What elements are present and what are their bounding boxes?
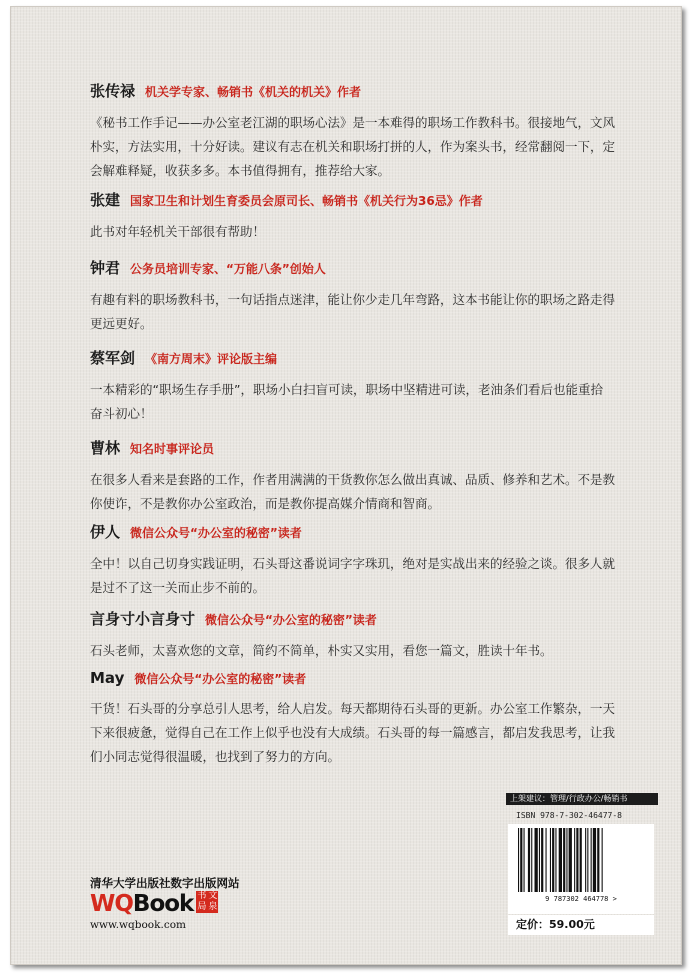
publisher-url: www.wqbook.com — [90, 919, 186, 931]
review-cai-junjian — [90, 347, 650, 426]
seal-char: 泉 — [208, 902, 218, 912]
review-line: 此书对年轻机关干部很有帮助！ — [90, 224, 266, 239]
review-text — [90, 552, 650, 600]
review-text — [90, 378, 650, 426]
reviewer-role: 微信公众号“办公室的秘密”读者 — [205, 613, 377, 627]
reviewer-role: 微信公众号“办公室的秘密”读者 — [134, 672, 307, 686]
seal-char: 书 — [197, 891, 207, 901]
review-cao-lin — [90, 437, 650, 516]
review-text — [90, 697, 650, 769]
review-text — [90, 639, 650, 663]
reviewer-name: 张传禄 — [90, 82, 136, 100]
review-text — [90, 111, 650, 183]
reviewer-role: 微信公众号“办公室的秘密”读者 — [130, 526, 302, 540]
review-line: 干货！石头哥的分享总引人思考，给人启发。每天都期待石头哥的更新。办公室工作繁杂，一天 — [90, 701, 616, 716]
reviewer-name: 言身寸小言身寸 — [90, 610, 196, 628]
review-header — [90, 347, 650, 368]
review-line: 会解难释疑，收获多多。本书值得拥有，推荐给大家。 — [90, 163, 391, 178]
logo-wq-text: WQ — [90, 891, 133, 917]
wqbook-logo — [90, 891, 218, 917]
review-header — [90, 189, 650, 210]
review-header — [90, 669, 650, 687]
reviewer-role: 机关学专家、畅销书《机关的机关》作者 — [145, 85, 362, 99]
reviewer-role: 国家卫生和计划生育委员会原司长、畅销书《机关行为36忌》作者 — [130, 194, 483, 208]
barcode-panel — [508, 824, 654, 914]
reviewer-role: 公务员培训专家、“万能八条”创始人 — [130, 262, 326, 276]
review-line: 《秘书工作手记——办公室老江湖的职场心法》是一本难得的职场工作教科书。很接地气，文风 — [90, 115, 616, 130]
review-text — [90, 220, 650, 244]
review-text — [90, 468, 650, 516]
review-line: 一本精彩的“职场生存手册”，职场小白扫盲可读，职场中坚精进可读，老油条们看后也能重拾 — [90, 382, 603, 397]
reviewer-name: 张建 — [90, 191, 121, 209]
review-zhong-jun — [90, 257, 650, 336]
seal-icon — [196, 891, 218, 913]
review-line: 是过不了这一关而止步不前的。 — [90, 580, 266, 595]
reviewer-role: 《南方周末》评论版主编 — [145, 352, 278, 366]
review-may — [90, 669, 650, 769]
reviewer-name: 曹林 — [90, 439, 121, 457]
reviewer-name: 伊人 — [90, 523, 121, 541]
review-header — [90, 80, 650, 101]
seal-char: 文 — [208, 891, 218, 901]
seal-char: 局 — [197, 902, 207, 912]
review-yan-shen-cun — [90, 608, 650, 663]
review-header — [90, 437, 650, 458]
review-line: 有趣有料的职场教科书，一句话指点迷津，能让你少走几年弯路，这本书能让你的职场之路走得 — [90, 292, 616, 307]
book-back-cover — [10, 6, 682, 965]
review-text — [90, 288, 650, 336]
shelving-suggestion: 上架建议：管理/行政办公/畅销书 — [506, 793, 658, 805]
reviewer-name: May — [90, 669, 125, 687]
review-line: 你使诈，不是教你办公室政治，而是教你提高媒介情商和智商。 — [90, 496, 441, 511]
price-label: 定价：59.00元 — [508, 915, 654, 935]
reviewer-name: 钟君 — [90, 259, 121, 277]
review-line: 更远更好。 — [90, 316, 153, 331]
publisher-site-name: 清华大学出版社数字出版网站 — [90, 876, 240, 890]
review-line: 下来很疲惫，觉得自己在工作上似乎也没有大成绩。石头哥的每一篇感言，都启发我思考，让我 — [90, 725, 616, 740]
review-line: 奋斗初心！ — [90, 406, 153, 421]
review-zhang-chuanlu — [90, 80, 650, 183]
review-header — [90, 608, 650, 629]
review-line: 全中！以自己切身实践证明，石头哥这番说词字字珠玑，绝对是实战出来的经验之谈。很多人就 — [90, 556, 616, 571]
review-line: 在很多人看来是套路的工作，作者用满满的干货教你怎么做出真诚、品质、修养和艺术。不是教 — [90, 472, 616, 487]
review-yi-ren — [90, 521, 650, 600]
logo-book-text: Book — [132, 891, 194, 917]
review-header — [90, 257, 650, 278]
isbn-text: ISBN 978-7-302-46477-8 — [516, 811, 622, 820]
review-header — [90, 521, 650, 542]
reviewer-name: 蔡军剑 — [90, 349, 136, 367]
review-zhang-jian — [90, 189, 650, 244]
review-line: 石头老师，太喜欢您的文章，简约不简单，朴实又实用，看您一篇文，胜读十年书。 — [90, 643, 553, 658]
review-line: 们小同志觉得很温暖，也找到了努力的方向。 — [90, 749, 341, 764]
barcode-icon — [516, 828, 648, 892]
review-line: 朴实，方法实用，十分好读。建议有志在机关和职场打拼的人，作为案头书，经常翻阅一下，定 — [90, 139, 616, 154]
reviewer-role: 知名时事评论员 — [130, 442, 215, 456]
barcode-digits: 9 787302 464778 > — [545, 895, 617, 903]
